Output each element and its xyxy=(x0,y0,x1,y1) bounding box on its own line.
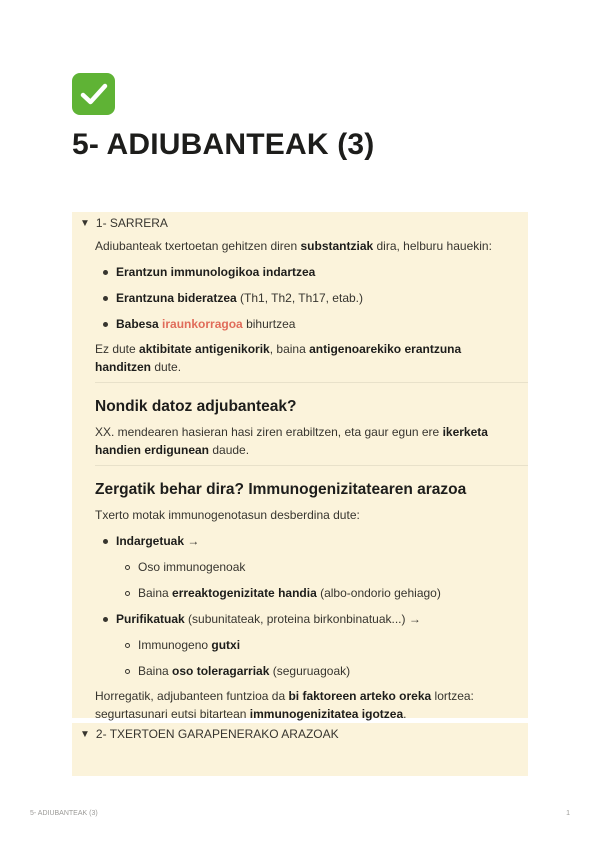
bullet-icon xyxy=(103,322,108,327)
toggle-title: 2- TXERTOEN GARAPENERAKO ARAZOAK xyxy=(95,727,339,741)
toggle-block-txertoen-garapena xyxy=(72,723,528,776)
sub-bullet-icon xyxy=(125,565,130,570)
divider xyxy=(95,382,528,383)
list-item: Oso immunogenoak xyxy=(138,560,246,574)
list-item: Purifikatuak (subunitateak, proteina birkonbinatuak...) → xyxy=(116,612,421,626)
page-number: 1 xyxy=(566,810,570,817)
bullet-icon xyxy=(103,270,108,275)
list-item: Indargetuak → xyxy=(116,534,200,548)
paragraph-line: Horregatik, adjubanteen funtzioa da bi faktoreen arteko oreka lortzea: xyxy=(95,689,474,703)
triangle-down-icon[interactable]: ▼ xyxy=(80,217,90,229)
paragraph-line: segurtasunari eutsi bitartean immunogenizitatea igotzea. xyxy=(95,707,407,721)
paragraph-line: handitzen dute. xyxy=(95,360,182,374)
list-item: Erantzuna bideratzea (Th1, Th2, Th17, etab.) xyxy=(116,291,363,305)
paragraph-line: Txerto motak immunogenotasun desberdina dute: xyxy=(95,508,360,522)
toggle-title: 1- SARRERA xyxy=(95,216,168,230)
divider xyxy=(95,465,528,466)
sub-bullet-icon xyxy=(125,643,130,648)
bullet-icon xyxy=(103,296,108,301)
list-item: Baina erreaktogenizitate handia (albo-ondorio gehiago) xyxy=(138,586,441,600)
toggle-header-txertoen-garapena[interactable] xyxy=(80,727,339,741)
paragraph-line: Ez dute aktibitate antigenikorik, baina antigenoarekiko erantzuna xyxy=(95,342,462,356)
list-item: Baina oso toleragarriak (seguruagoak) xyxy=(138,664,351,678)
page-title: 5- ADIUBANTEAK (3) xyxy=(72,128,375,161)
sub-bullet-icon xyxy=(125,591,130,596)
list-item: Erantzun immunologikoa indartzea xyxy=(116,265,316,279)
sub-bullet-icon xyxy=(125,669,130,674)
paragraph-line: handien erdigunean daude. xyxy=(95,443,250,457)
check-mark-icon xyxy=(72,73,115,115)
intro-paragraph: Adiubanteak txertoetan gehitzen diren substantziak dira, helburu hauekin: xyxy=(95,239,492,253)
list-item: Immunogeno gutxi xyxy=(138,638,241,652)
section-heading: Nondik datoz adjubanteak? xyxy=(95,398,297,415)
paragraph-line: XX. mendearen hasieran hasi ziren erabiltzen, eta gaur egun ere ikerketa xyxy=(95,425,488,439)
list-item: Babesa iraunkorragoa bihurtzea xyxy=(116,317,296,331)
bullet-icon xyxy=(103,617,108,622)
footer-title: 5- ADIUBANTEAK (3) xyxy=(30,810,98,817)
bullet-icon xyxy=(103,539,108,544)
triangle-down-icon[interactable]: ▼ xyxy=(80,728,90,740)
toggle-header-sarrera[interactable] xyxy=(80,216,168,230)
section-heading: Zergatik behar dira? Immunogenizitatearen arazoa xyxy=(95,481,467,498)
